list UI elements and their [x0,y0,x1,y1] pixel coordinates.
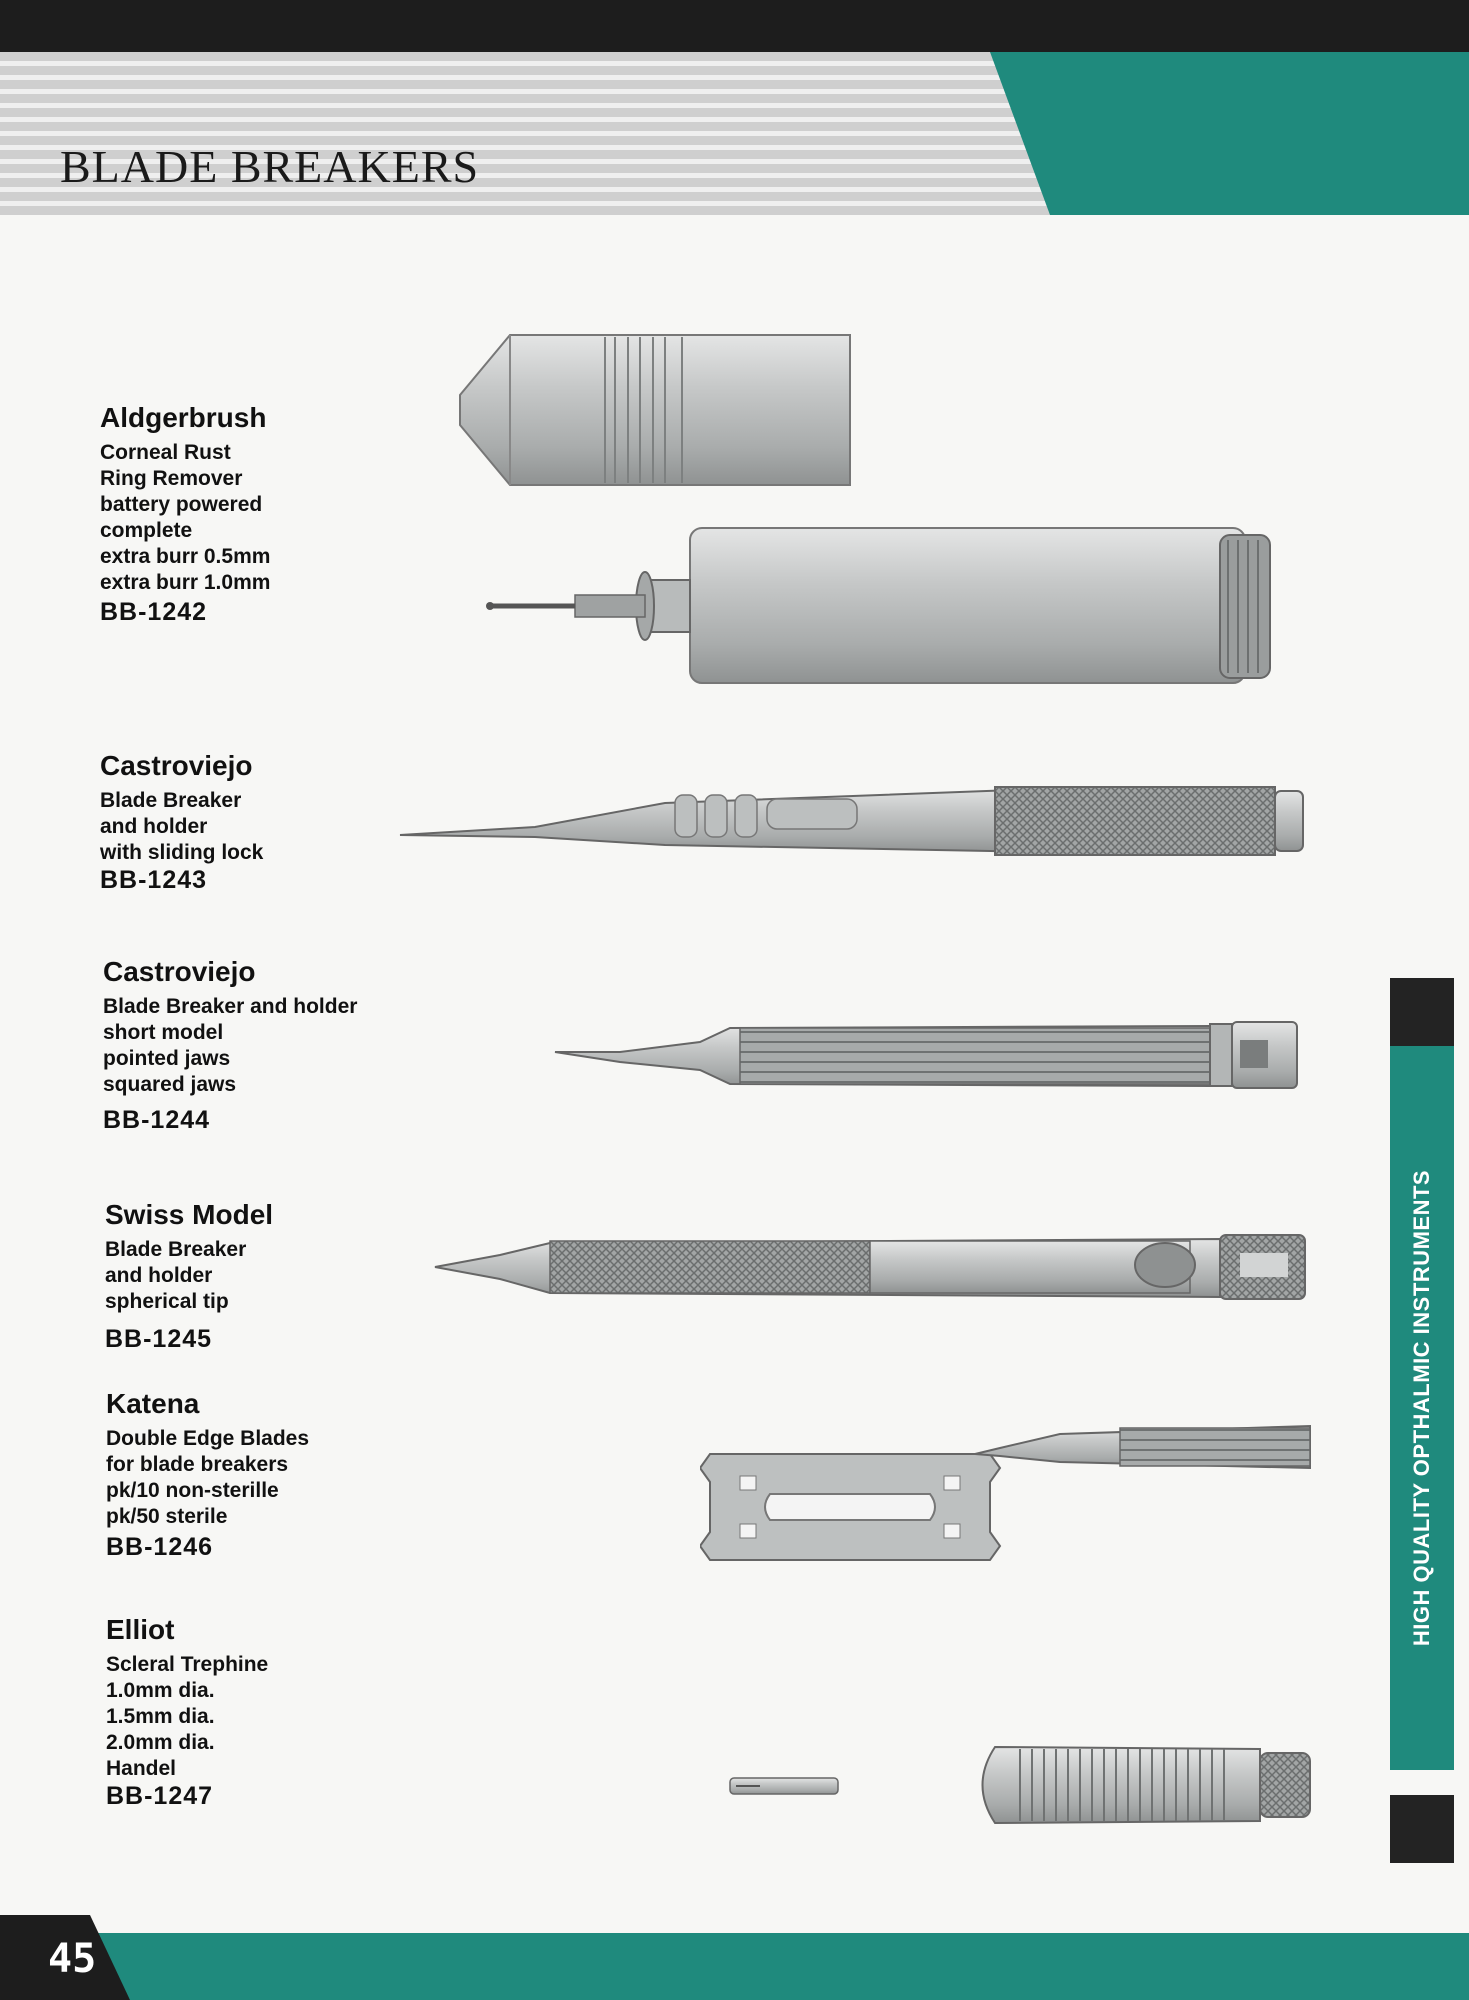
description-line: for blade breakers [106,1453,289,1476]
side-label-wrap [1390,1046,1454,1770]
product-description [105,1237,246,1315]
product-code: BB-1244 [103,1106,211,1134]
description-line: with sliding lock [100,841,264,864]
product-code: BB-1242 [100,598,208,626]
side-block-bottom [1390,1795,1454,1863]
product-description [103,994,357,1098]
description-line: 1.5mm dia. [106,1705,215,1728]
product-name: Castroviejo [100,750,253,781]
description-line: 2.0mm dia. [106,1731,215,1754]
description-line: Blade Breaker [100,789,242,812]
product-name: Swiss Model [105,1199,274,1230]
product-name: Katena [106,1388,200,1419]
description-line: complete [100,519,193,542]
side-label: HIGH QUALITY OPTHALMIC INSTRUMENTS [1409,1169,1434,1647]
description-line: Blade Breaker [105,1238,247,1261]
blade-breaker-spherical-tip-image [430,1225,1320,1315]
description-line: Blade Breaker and holder [103,995,358,1018]
description-line: extra burr 0.5mm [100,545,271,568]
page-title: BLADE BREAKERS [60,141,480,192]
double-edge-blade-image [700,1418,1315,1598]
description-line: battery powered [100,493,263,516]
description-line: and holder [105,1264,213,1287]
product-code: BB-1245 [105,1325,213,1353]
description-line: Corneal Rust [100,441,231,464]
description-line: short model [103,1021,224,1044]
description-line: spherical tip [105,1290,229,1313]
product-description [100,788,263,866]
page-number: 45 [48,1936,97,1982]
description-line: pk/10 non-sterille [106,1479,279,1502]
product-code: BB-1243 [100,866,208,894]
product-name: Aldgerbrush [100,402,267,433]
description-line: squared jaws [103,1073,237,1096]
description-line: Handel [106,1757,177,1780]
description-line: and holder [100,815,208,838]
description-line: 1.0mm dia. [106,1679,215,1702]
scleral-trephine-image [720,1735,1325,1835]
side-block-top [1390,978,1454,1046]
blade-breaker-sliding-lock-image [395,775,1315,865]
footer-band [0,1915,1469,2000]
product-description [106,1426,309,1530]
product-name: Elliot [106,1614,175,1645]
description-line: Ring Remover [100,467,243,490]
description-line: Scleral Trephine [106,1653,269,1676]
description-line: extra burr 1.0mm [100,571,271,594]
blade-breaker-short-model-image [550,1010,1315,1100]
top-bar [0,0,1469,52]
description-line: pointed jaws [103,1047,231,1070]
description-line: Double Edge Blades [106,1427,310,1450]
description-line: pk/50 sterile [106,1505,228,1528]
product-code: BB-1247 [106,1782,214,1810]
battery-powered-rust-ring-remover-image [450,330,1320,700]
product-description [100,440,270,596]
product-code: BB-1246 [106,1533,214,1561]
product-description [106,1652,268,1782]
product-name: Castroviejo [103,956,256,987]
